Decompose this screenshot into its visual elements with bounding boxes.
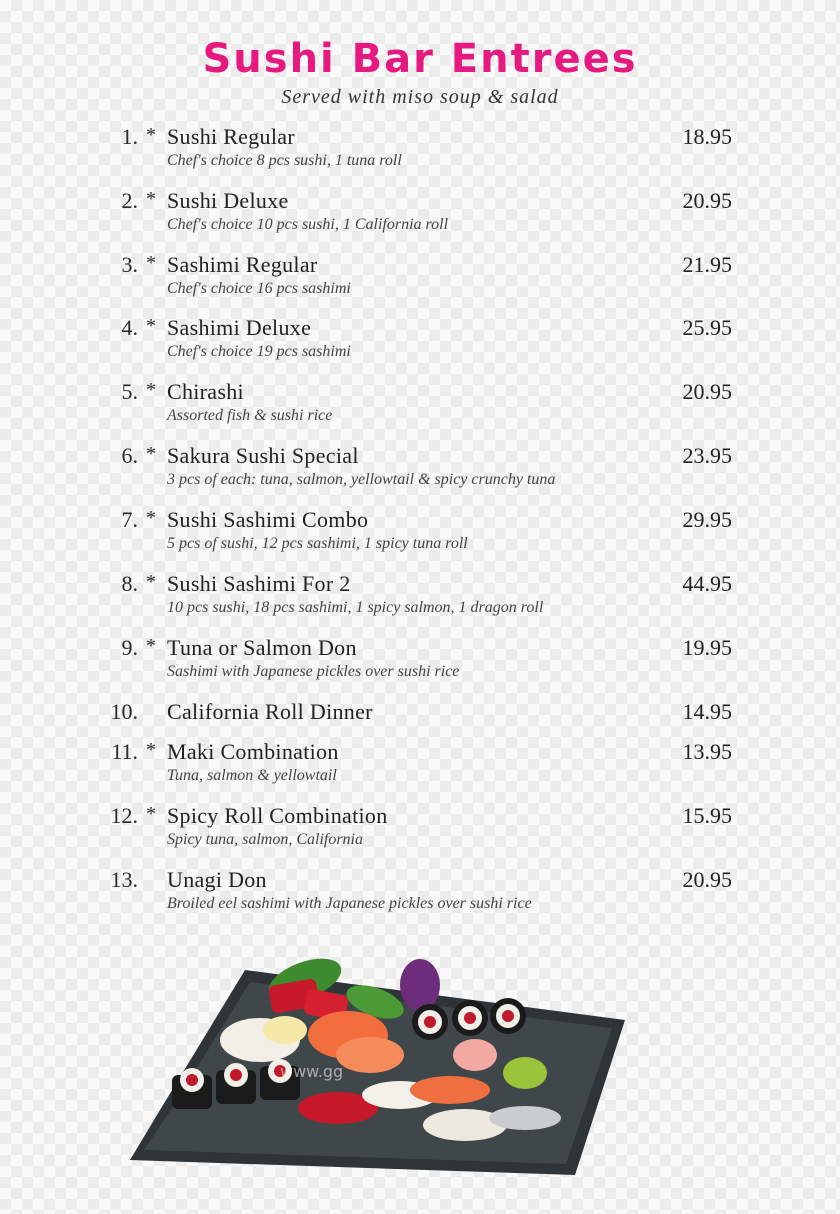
item-number: 3. — [121, 252, 138, 277]
item-number: 11. — [111, 739, 138, 764]
item-price: 25.95 — [682, 315, 732, 340]
item-number: 6. — [121, 443, 138, 468]
item-number: 5. — [121, 379, 138, 404]
item-star: * — [146, 635, 156, 657]
item-number: 8. — [121, 571, 138, 596]
menu-item — [0, 635, 840, 695]
item-number: 9. — [121, 635, 138, 660]
item-star: * — [146, 803, 156, 825]
item-number: 4. — [121, 315, 138, 340]
item-price: 20.95 — [682, 188, 732, 213]
item-price: 18.95 — [682, 124, 732, 149]
item-price: 44.95 — [682, 571, 732, 596]
item-description: Assorted fish & sushi rice — [167, 407, 333, 424]
item-number: 7. — [121, 507, 138, 532]
item-star: * — [146, 315, 156, 337]
item-star: * — [146, 739, 156, 761]
item-star: * — [146, 124, 156, 146]
item-price: 13.95 — [682, 739, 732, 764]
sushi-platter-image — [120, 930, 640, 1190]
menu-item — [0, 699, 840, 733]
item-price: 14.95 — [682, 699, 732, 724]
item-description: Chef's choice 16 pcs sashimi — [167, 280, 351, 297]
item-name: Spicy Roll Combination — [167, 803, 388, 828]
item-name: Sushi Regular — [167, 124, 295, 149]
menu-item — [0, 867, 840, 927]
item-name: Sashimi Deluxe — [167, 315, 312, 340]
item-description: 3 pcs of each: tuna, salmon, yellowtail & spicy crunchy tuna — [167, 471, 556, 488]
item-price: 29.95 — [682, 507, 732, 532]
item-name: Maki Combination — [167, 739, 339, 764]
menu-item — [0, 443, 840, 503]
item-description: Tuna, salmon & yellowtail — [167, 767, 337, 784]
menu-item — [0, 507, 840, 567]
item-name: Unagi Don — [167, 867, 267, 892]
page-title: Sushi Bar Entrees — [202, 36, 638, 82]
item-number: 10. — [110, 699, 138, 724]
item-star: * — [146, 507, 156, 529]
menu-item — [0, 571, 840, 631]
item-description: Broiled eel sashimi with Japanese pickles over sushi rice — [167, 895, 532, 912]
item-price: 15.95 — [682, 803, 732, 828]
item-name: California Roll Dinner — [167, 699, 373, 724]
item-name: Sashimi Regular — [167, 252, 318, 277]
item-star: * — [146, 252, 156, 274]
item-name: Sushi Sashimi Combo — [167, 507, 369, 532]
item-name: Sakura Sushi Special — [167, 443, 359, 468]
item-star: * — [146, 443, 156, 465]
item-price: 19.95 — [682, 635, 732, 660]
item-number: 1. — [121, 124, 138, 149]
menu-item — [0, 379, 840, 439]
item-name: Sushi Sashimi For 2 — [167, 571, 351, 596]
item-number: 13. — [110, 867, 138, 892]
item-price: 23.95 — [682, 443, 732, 468]
menu-item — [0, 803, 840, 863]
item-price: 21.95 — [682, 252, 732, 277]
sushi-platter-icon — [120, 930, 640, 1190]
item-name: Sushi Deluxe — [167, 188, 289, 213]
item-name: Tuna or Salmon Don — [167, 635, 357, 660]
item-description: Sashimi with Japanese pickles over sushi rice — [167, 663, 460, 680]
item-description: Chef's choice 10 pcs sushi, 1 California roll — [167, 216, 449, 233]
menu-item — [0, 188, 840, 248]
item-price: 20.95 — [682, 867, 732, 892]
item-description: 10 pcs sushi, 18 pcs sashimi, 1 spicy salmon, 1 dragon roll — [167, 599, 544, 616]
item-star: * — [146, 379, 156, 401]
menu-item — [0, 252, 840, 312]
watermark-text: www.gg — [280, 1062, 344, 1081]
item-price: 20.95 — [682, 379, 732, 404]
menu-item — [0, 315, 840, 375]
item-star: * — [146, 188, 156, 210]
item-description: Chef's choice 8 pcs sushi, 1 tuna roll — [167, 152, 402, 169]
menu-item — [0, 124, 840, 184]
item-number: 2. — [121, 188, 138, 213]
item-name: Chirashi — [167, 379, 244, 404]
item-description: Spicy tuna, salmon, California — [167, 831, 363, 848]
item-description: 5 pcs of sushi, 12 pcs sashimi, 1 spicy tuna roll — [167, 535, 468, 552]
page-subtitle: Served with miso soup & salad — [281, 86, 559, 108]
item-star: * — [146, 571, 156, 593]
item-number: 12. — [110, 803, 138, 828]
item-description: Chef's choice 19 pcs sashimi — [167, 343, 351, 360]
menu-item — [0, 739, 840, 799]
